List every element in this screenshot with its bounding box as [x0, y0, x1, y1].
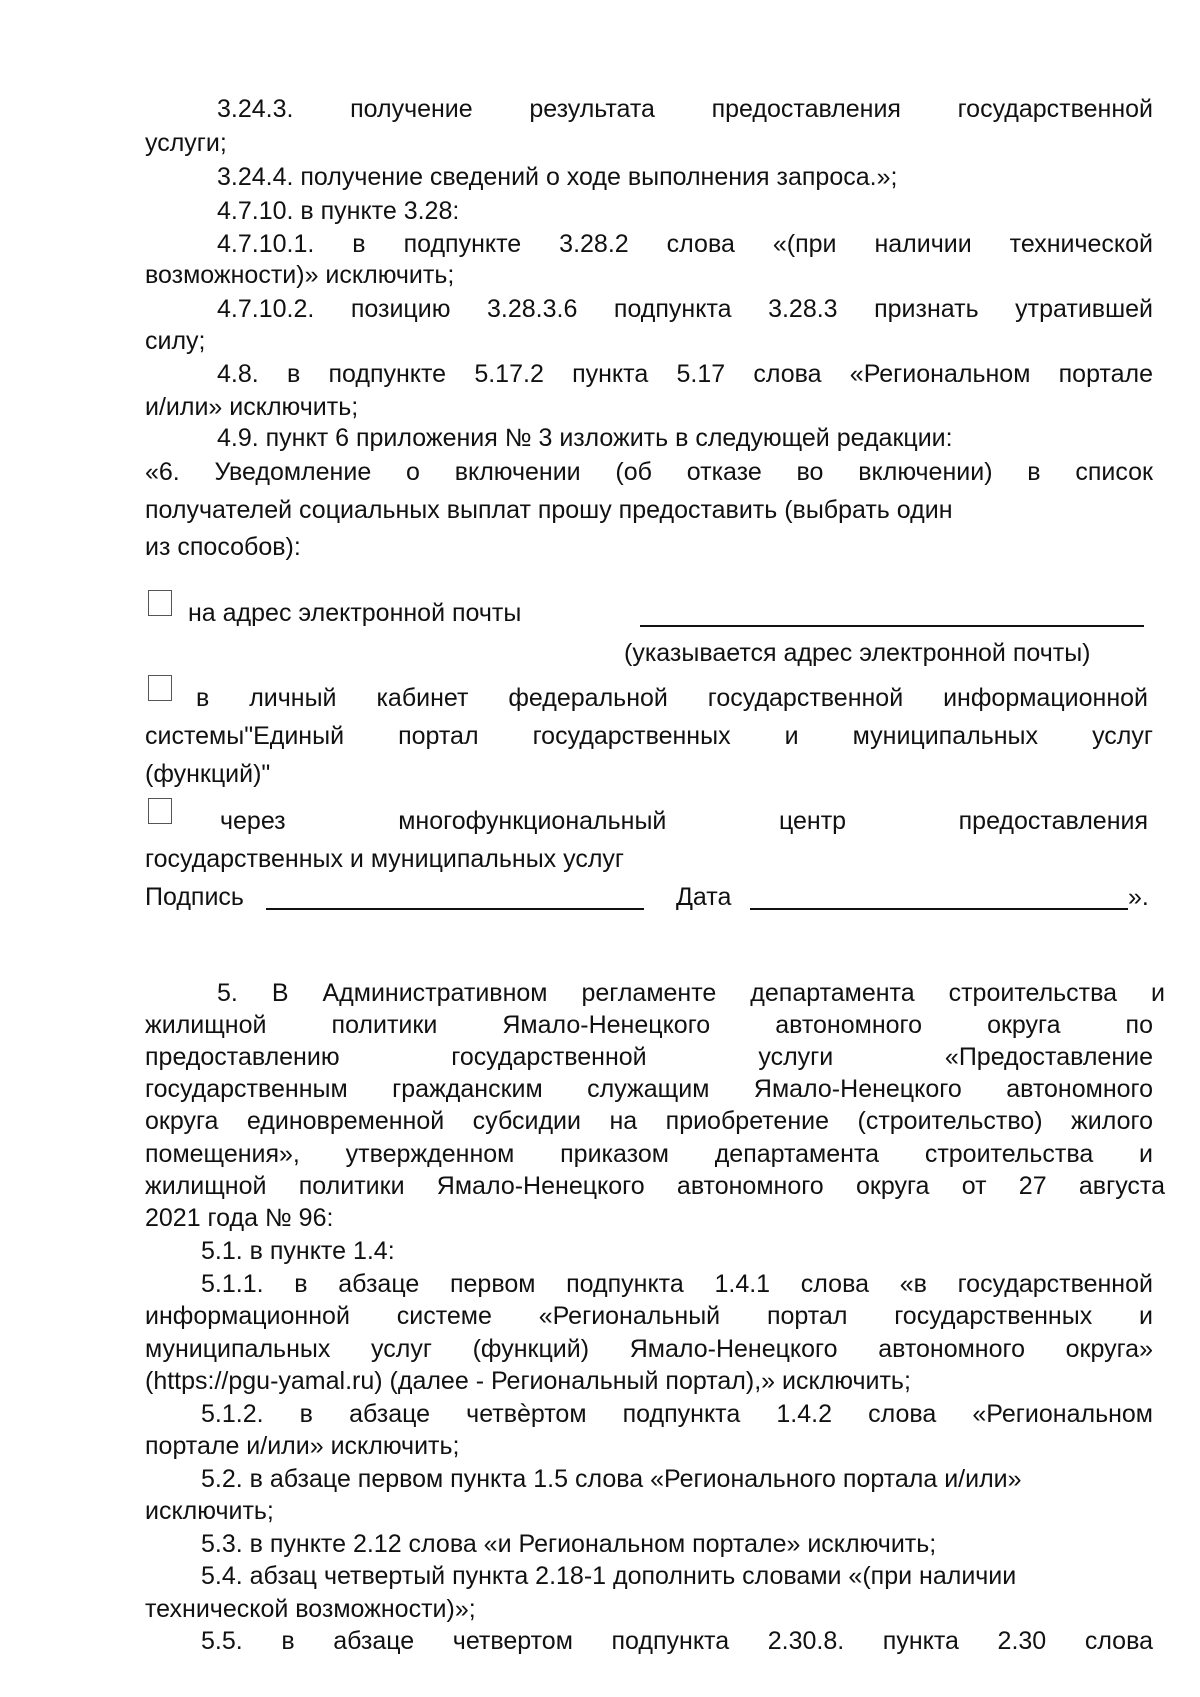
email-hint: (указывается адрес электронной почты): [624, 639, 1091, 667]
paragraph-line: 4.9. пункт 6 приложения № 3 изложить в следующей редакции:: [217, 424, 953, 452]
email-address-line[interactable]: [640, 625, 1144, 627]
paragraph-line: 5.1.2. в абзаце четвѐртом подпункта 1.4.2 слова «Региональном: [201, 1400, 1153, 1428]
paragraph-line: 5.1. в пункте 1.4:: [201, 1237, 395, 1265]
mfc-option-label: государственных и муниципальных услуг: [145, 845, 625, 873]
paragraph-line: возможности)» исключить;: [145, 261, 455, 289]
paragraph-line: (https://pgu-yamal.ru) (далее - Региональный портал),» исключить;: [145, 1367, 911, 1395]
portal-option-label: (функций)": [145, 760, 271, 788]
email-option-label: на адрес электронной почты: [188, 599, 522, 627]
paragraph-line: информационной системе «Региональный портал государственных и: [145, 1302, 1153, 1330]
portal-option-label: системы"Единый портал государственных и муниципальных услуг: [145, 722, 1153, 750]
paragraph-line: 4.8. в подпункте 5.17.2 пункта 5.17 слова «Региональном портале: [217, 360, 1153, 388]
paragraph-line: жилищной политики Ямало-Ненецкого автономного округа от 27 августа: [145, 1172, 1165, 1200]
paragraph-line: исключить;: [145, 1497, 274, 1525]
paragraph-line: государственным гражданским служащим Ямало-Ненецкого автономного: [145, 1075, 1153, 1103]
paragraph-line: помещения», утвержденном приказом департамента строительства и: [145, 1140, 1153, 1168]
paragraph-line: портале и/или» исключить;: [145, 1432, 460, 1460]
paragraph-line: 4.7.10. в пункте 3.28:: [217, 197, 460, 225]
paragraph-line: 5.5. в абзаце четвертом подпункта 2.30.8. пункта 2.30 слова: [201, 1627, 1153, 1655]
paragraph-line: 5.1.1. в абзаце первом подпункта 1.4.1 слова «в государственной: [201, 1270, 1153, 1298]
paragraph-line: 4.7.10.1. в подпункте 3.28.2 слова «(при наличии технической: [217, 230, 1153, 258]
paragraph-line: силу;: [145, 327, 206, 355]
paragraph-line: округа единовременной субсидии на приобретение (строительство) жилого: [145, 1107, 1153, 1135]
paragraph-line: муниципальных услуг (функций) Ямало-Ненецкого автономного округа»: [145, 1335, 1153, 1363]
email-option-checkbox[interactable]: [148, 590, 172, 616]
paragraph-line: технической возможности)»;: [145, 1595, 476, 1623]
paragraph-line: из способов):: [145, 533, 301, 561]
date-label: Дата: [676, 883, 732, 911]
portal-option-checkbox[interactable]: [148, 675, 172, 701]
signature-line[interactable]: [266, 908, 644, 910]
signature-label: Подпись: [145, 883, 244, 911]
paragraph-line: «6. Уведомление о включении (об отказе во включении) в список: [145, 458, 1153, 486]
paragraph-line: 3.24.3. получение результата предоставления государственной: [217, 95, 1153, 123]
paragraph-line: услуги;: [145, 129, 227, 157]
paragraph-line: 5.3. в пункте 2.12 слова «и Региональном портале» исключить;: [201, 1530, 937, 1558]
paragraph-line: жилищной политики Ямало-Ненецкого автономного округа по: [145, 1011, 1153, 1039]
paragraph-line: 5.2. в абзаце первом пункта 1.5 слова «Регионального портала и/или»: [201, 1465, 1022, 1493]
paragraph-line: 5.4. абзац четвертый пункта 2.18-1 дополнить словами «(при наличии: [201, 1562, 1017, 1590]
mfc-option-label: через многофункциональный центр предоставления: [220, 807, 1148, 835]
closing-quote: ».: [1128, 883, 1149, 911]
paragraph-line: 4.7.10.2. позицию 3.28.3.6 подпункта 3.28.3 признать утратившей: [217, 295, 1153, 323]
mfc-option-checkbox[interactable]: [148, 798, 172, 824]
paragraph-line: и/или» исключить;: [145, 393, 359, 421]
paragraph-line: предоставлению государственной услуги «Предоставление: [145, 1043, 1153, 1071]
portal-option-label: в личный кабинет федеральной государственной информационной: [196, 684, 1148, 712]
paragraph-line: 3.24.4. получение сведений о ходе выполнения запроса.»;: [217, 163, 898, 191]
date-line[interactable]: [750, 908, 1128, 910]
paragraph-line: 2021 года № 96:: [145, 1204, 334, 1232]
paragraph-line: 5. В Административном регламенте департамента строительства и: [217, 979, 1165, 1007]
paragraph-line: получателей социальных выплат прошу предоставить (выбрать один: [145, 496, 953, 524]
